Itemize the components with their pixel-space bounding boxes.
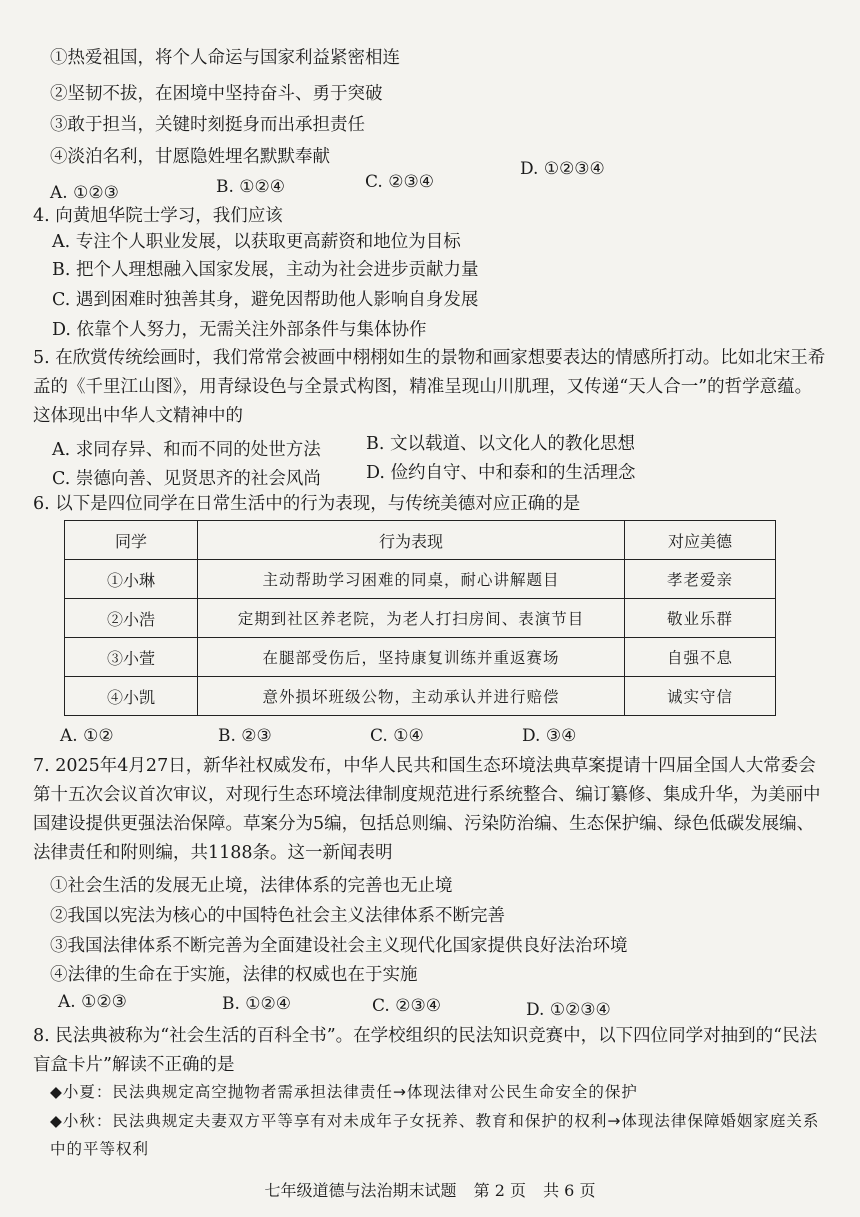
cell-behavior: 意外损坏班级公物，主动承认并进行赔偿 [198, 677, 625, 716]
footer-title: 七年级道德与法治期末试题 [264, 1181, 457, 1200]
q7-option-b: B. ①②④ [222, 994, 292, 1014]
q7-item-1: ①社会生活的发展无止境，法律体系的完善也无止境 [50, 876, 453, 896]
q4-option-a: A. 专注个人职业发展，以获取更高薪资和地位为目标 [52, 232, 461, 252]
q7-option-a: A. ①②③ [58, 992, 127, 1012]
cell-student: ①小琳 [65, 560, 198, 599]
header-virtue: 对应美德 [625, 521, 776, 560]
q6-stem: 6. 以下是四位同学在日常生活中的行为表现，与传统美德对应正确的是 [33, 494, 581, 514]
q6-option-b: B. ②③ [218, 726, 272, 746]
table-row [65, 560, 776, 599]
q6-option-d: D. ③④ [522, 726, 577, 746]
q8-card-2: ◆小秋：民法典规定夫妻双方平等享有对未成年子女抚养、教育和保护的权利→体现法律保障婚姻家庭关系中的平等权利 [50, 1112, 820, 1158]
q7-stem: 7. 2025年4月27日，新华社权威发布，中华人民共和国生态环境法典草案提请十四届全国人大常委会第十五次会议首次审议，对现行生态环境法律制度规范进行系统整合、编订纂修、集成升华，为美丽中国建设提供更强法治保障。草案分为5编，包括总则编、污染防治编、生态保护编、绿色低碳发展编、法律责任和附则编，共1188条。这一新闻表明 [33, 756, 821, 863]
q3-item-3: ③敢于担当，关键时刻挺身而出承担责任 [50, 115, 365, 135]
table-row [65, 599, 776, 638]
header-student: 同学 [65, 521, 198, 560]
q4-option-c: C. 遇到困难时独善其身，避免因帮助他人影响自身发展 [52, 290, 479, 310]
q4-stem: 4. 向黄旭华院士学习，我们应该 [33, 206, 283, 226]
cell-virtue: 自强不息 [625, 638, 776, 677]
header-behavior: 行为表现 [198, 521, 625, 560]
cell-virtue: 诚实守信 [625, 677, 776, 716]
q3-item-1: ①热爱祖国，将个人命运与国家利益紧密相连 [50, 48, 400, 68]
cell-virtue: 孝老爱亲 [625, 560, 776, 599]
footer-page-number: 第 2 页 [473, 1181, 526, 1200]
q8-stem: 8. 民法典被称为“社会生活的百科全书”。在学校组织的民法知识竞赛中，以下四位同学对抽到的“民法盲盒卡片”解读不正确的是 [33, 1026, 818, 1075]
cell-behavior: 定期到社区养老院，为老人打扫房间、表演节目 [198, 599, 625, 638]
q6-option-a: A. ①② [60, 726, 114, 746]
q5-option-a: A. 求同存异、和而不同的处世方法 [52, 440, 321, 460]
virtue-table [64, 520, 776, 716]
cell-behavior: 在腿部受伤后，坚持康复训练并重返赛场 [198, 638, 625, 677]
table-row [65, 677, 776, 716]
q6-option-c: C. ①④ [370, 726, 424, 746]
table-header-row [65, 521, 776, 560]
q3-item-2: ②坚韧不拔，在困境中坚持奋斗、勇于突破 [50, 84, 383, 104]
q3-item-4: ④淡泊名利，甘愿隐姓埋名默默奉献 [50, 147, 330, 167]
q4-option-d: D. 依靠个人努力，无需关注外部条件与集体协作 [52, 320, 427, 340]
q4-option-b: B. 把个人理想融入国家发展，主动为社会进步贡献力量 [52, 260, 479, 280]
table-row [65, 638, 776, 677]
q5-option-c: C. 崇德向善、见贤思齐的社会风尚 [52, 469, 321, 489]
q7-option-c: C. ②③④ [372, 996, 441, 1016]
cell-student: ④小凯 [65, 677, 198, 716]
q7-item-2: ②我国以宪法为核心的中国特色社会主义法律体系不断完善 [50, 906, 505, 926]
cell-behavior: 主动帮助学习困难的同桌，耐心讲解题目 [198, 560, 625, 599]
q3-option-c: C. ②③④ [365, 172, 434, 192]
q7-item-4: ④法律的生命在于实施，法律的权威也在于实施 [50, 965, 418, 985]
q5-option-d: D. 俭约自守、中和泰和的生活理念 [366, 463, 636, 483]
q3-option-d: D. ①②③④ [520, 159, 605, 179]
q8-card-1: ◆小夏：民法典规定高空抛物者需承担法律责任→体现法律对公民生命安全的保护 [50, 1083, 638, 1101]
footer-total-pages: 共 6 页 [543, 1181, 596, 1200]
page-footer [0, 1178, 860, 1201]
q3-option-a: A. ①②③ [50, 183, 119, 203]
cell-virtue: 敬业乐群 [625, 599, 776, 638]
cell-student: ③小萱 [65, 638, 198, 677]
q5-stem: 5. 在欣赏传统绘画时，我们常常会被画中栩栩如生的景物和画家想要表达的情感所打动。比如北宋王希孟的《千里江山图》，用青绿设色与全景式构图，精准呈现山川肌理，又传递“天人合一”的哲学意蕴。这体现出中华人文精神中的 [33, 348, 826, 426]
q3-option-b: B. ①②④ [216, 177, 286, 197]
q5-option-b: B. 文以载道、以文化人的教化思想 [366, 434, 635, 454]
cell-student: ②小浩 [65, 599, 198, 638]
q7-option-d: D. ①②③④ [526, 1000, 611, 1020]
q7-item-3: ③我国法律体系不断完善为全面建设社会主义现代化国家提供良好法治环境 [50, 936, 628, 956]
